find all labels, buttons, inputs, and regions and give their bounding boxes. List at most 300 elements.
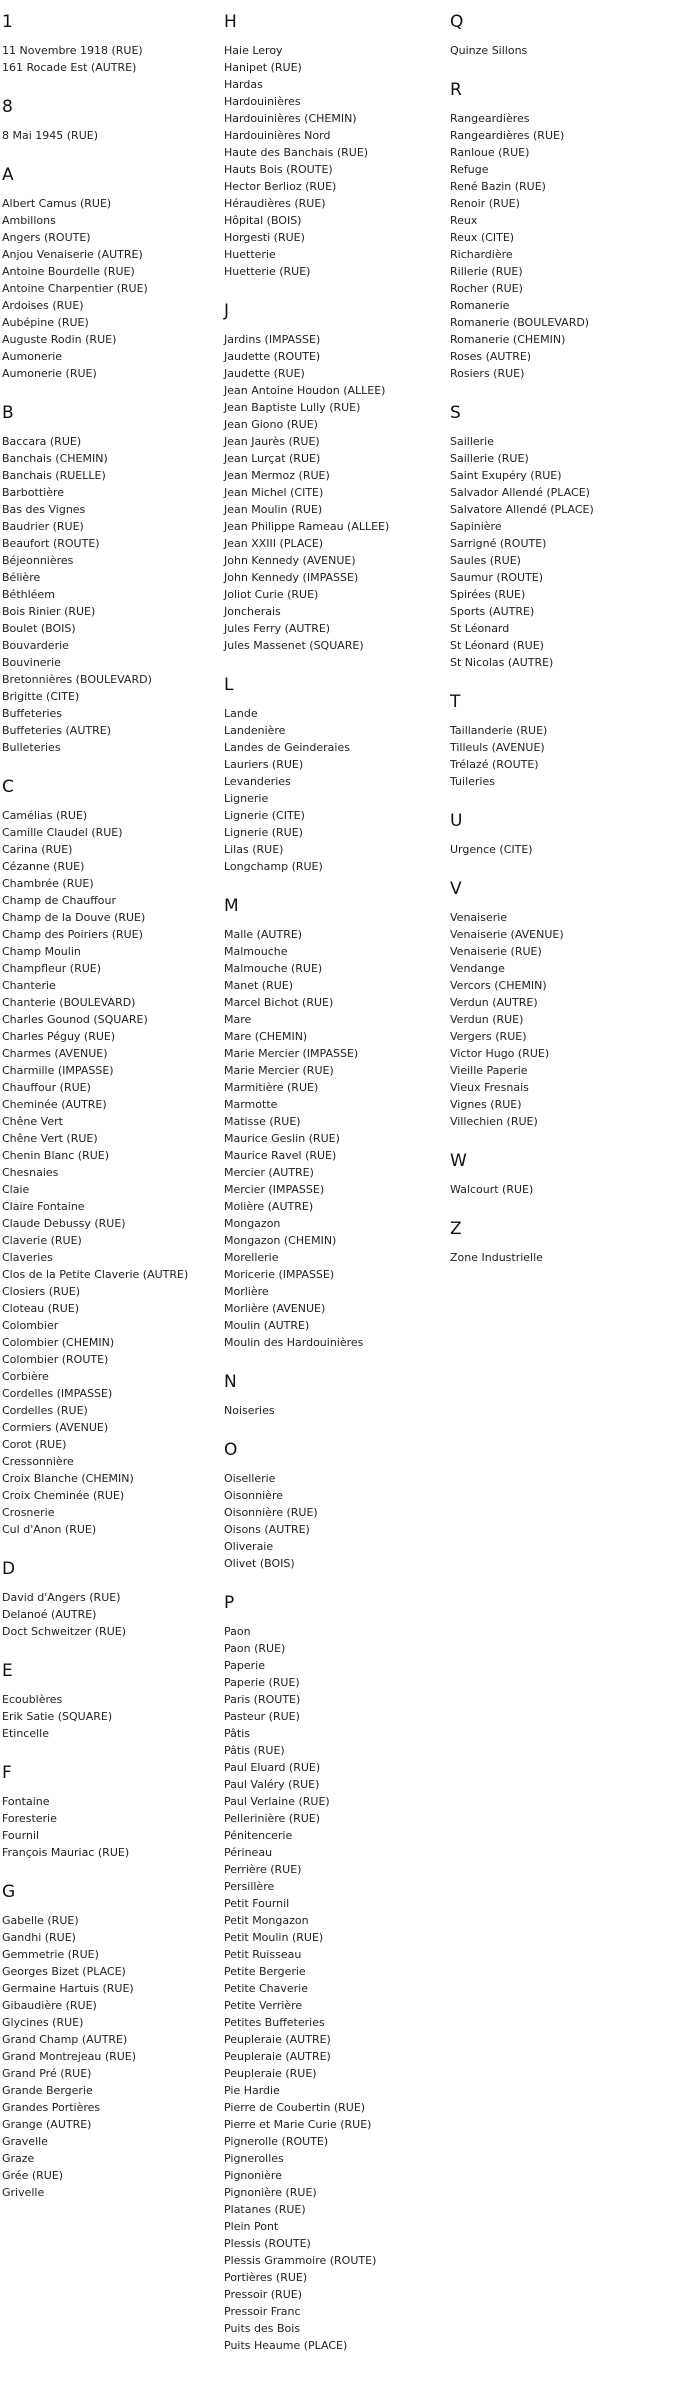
street-name: Romanerie (CHEMIN) — [450, 333, 566, 346]
letter-group — [224, 896, 439, 1351]
street-name: Tilleuls (AVENUE) — [450, 741, 545, 754]
street-name: Paon — [224, 1625, 251, 1638]
street-name: Ranloue (RUE) — [450, 146, 530, 159]
letter-group — [224, 301, 439, 654]
street-name: Héraudières (RUE) — [224, 197, 326, 210]
letter-group — [450, 811, 665, 858]
street-index-column-2 — [224, 12, 439, 2375]
street-name: Joliot Curie (RUE) — [224, 588, 319, 601]
street-name: Jean Philippe Rameau (ALLEE) — [224, 520, 390, 533]
street-name: Moulin des Hardouinières — [224, 1336, 364, 1349]
street-name: Saules (RUE) — [450, 554, 521, 567]
street-name: Chanterie — [2, 979, 56, 992]
street-name: Vieille Paperie — [450, 1064, 528, 1077]
street-name: Jules Ferry (AUTRE) — [224, 622, 331, 635]
street-name: Romanerie (BOULEVARD) — [450, 316, 590, 329]
street-name: Rocher (RUE) — [450, 282, 523, 295]
street-list — [450, 909, 665, 1130]
letter-group — [224, 675, 439, 875]
street-name: Pierre de Coubertin (RUE) — [224, 2101, 366, 2114]
street-name: Pierre et Marie Curie (RUE) — [224, 2118, 372, 2131]
street-name: Petit Mongazon — [224, 1914, 309, 1927]
street-name: Jean Moulin (RUE) — [224, 503, 323, 516]
street-name: Aumonerie — [2, 350, 63, 363]
street-name: Paul Verlaine (RUE) — [224, 1795, 330, 1808]
street-name: Jean Giono (RUE) — [224, 418, 318, 431]
street-list — [224, 1402, 439, 1419]
street-name: Mongazon — [224, 1217, 281, 1230]
street-name: Saint Exupéry (RUE) — [450, 469, 562, 482]
street-name: Marie Mercier (IMPASSE) — [224, 1047, 359, 1060]
street-name: Bois Rinier (RUE) — [2, 605, 96, 618]
street-name: Hauts Bois (ROUTE) — [224, 163, 333, 176]
street-name: Gandhi (RUE) — [2, 1931, 76, 1944]
street-name: Paon (RUE) — [224, 1642, 286, 1655]
street-name: Haute des Banchais (RUE) — [224, 146, 369, 159]
street-name: Sports (AUTRE) — [450, 605, 535, 618]
street-name: Oisons (AUTRE) — [224, 1523, 310, 1536]
street-name: Baccara (RUE) — [2, 435, 82, 448]
street-name: Ambillons — [2, 214, 56, 227]
street-name: Pignonière (RUE) — [224, 2186, 317, 2199]
street-name: Grange (AUTRE) — [2, 2118, 92, 2131]
street-list — [450, 1249, 665, 1266]
street-list — [2, 1912, 217, 2201]
street-name: St Léonard (RUE) — [450, 639, 544, 652]
street-name: Chesnaies — [2, 1166, 59, 1179]
street-name: Salvatore Allendé (PLACE) — [450, 503, 594, 516]
street-name: Oliveraie — [224, 1540, 274, 1553]
street-name: Hector Berlioz (RUE) — [224, 180, 337, 193]
street-name: Claude Debussy (RUE) — [2, 1217, 126, 1230]
section-letter-heading: Z — [450, 1219, 462, 1239]
street-name: Malmouche — [224, 945, 288, 958]
street-name: Champ Moulin — [2, 945, 81, 958]
street-name: Sarrigné (ROUTE) — [450, 537, 547, 550]
street-list — [450, 1181, 665, 1198]
street-name: Fontaine — [2, 1795, 50, 1808]
street-name: St Léonard — [450, 622, 510, 635]
street-name: Oisonnière (RUE) — [224, 1506, 318, 1519]
street-name: Villechien (RUE) — [450, 1115, 538, 1128]
street-name: Jean Mermoz (RUE) — [224, 469, 330, 482]
street-name: Vergers (RUE) — [450, 1030, 527, 1043]
street-name: Boulet (BOIS) — [2, 622, 76, 635]
letter-group — [2, 1882, 217, 2201]
street-name: Pignerolle (ROUTE) — [224, 2135, 329, 2148]
street-name: Pâtis — [224, 1727, 250, 1740]
letter-group — [450, 879, 665, 1130]
street-name: Périneau — [224, 1846, 273, 1859]
street-name: Charles Péguy (RUE) — [2, 1030, 116, 1043]
street-name: Ardoises (RUE) — [2, 299, 84, 312]
street-name: Jaudette (ROUTE) — [224, 350, 321, 363]
street-name: 11 Novembre 1918 (RUE) — [2, 44, 143, 57]
street-name: Victor Hugo (RUE) — [450, 1047, 550, 1060]
street-name: Trélazé (ROUTE) — [450, 758, 539, 771]
street-name: Champfleur (RUE) — [2, 962, 102, 975]
street-name: Georges Bizet (PLACE) — [2, 1965, 126, 1978]
street-name: Refuge — [450, 163, 489, 176]
section-letter-heading: B — [2, 403, 14, 423]
street-name: Cordelles (IMPASSE) — [2, 1387, 113, 1400]
street-name: Grand Champ (AUTRE) — [2, 2033, 128, 2046]
street-name: Grande Bergerie — [2, 2084, 93, 2097]
street-name: Cressonnière — [2, 1455, 74, 1468]
street-name: Jean Lurçat (RUE) — [224, 452, 321, 465]
street-name: Charmes (AVENUE) — [2, 1047, 108, 1060]
street-name: Bretonnières (BOULEVARD) — [2, 673, 152, 686]
street-name: Gravelle — [2, 2135, 48, 2148]
street-name: Saillerie (RUE) — [450, 452, 529, 465]
street-name: Grée (RUE) — [2, 2169, 64, 2182]
street-list — [224, 331, 439, 654]
street-name: Marie Mercier (RUE) — [224, 1064, 334, 1077]
street-name: Platanes (RUE) — [224, 2203, 306, 2216]
street-name: Etincelle — [2, 1727, 49, 1740]
letter-group — [2, 97, 217, 144]
street-name: Jean Baptiste Lully (RUE) — [224, 401, 361, 414]
section-letter-heading: J — [224, 301, 230, 321]
street-list — [224, 1470, 439, 1572]
street-name: Marcel Bichot (RUE) — [224, 996, 334, 1009]
street-name: Huetterie — [224, 248, 276, 261]
street-name: Olivet (BOIS) — [224, 1557, 295, 1570]
street-name: 161 Rocade Est (AUTRE) — [2, 61, 137, 74]
street-name: Beaufort (ROUTE) — [2, 537, 100, 550]
street-name: Banchais (CHEMIN) — [2, 452, 108, 465]
street-name: Peupleraie (AUTRE) — [224, 2050, 331, 2063]
street-name: Cézanne (RUE) — [2, 860, 85, 873]
letter-group — [450, 403, 665, 671]
street-name: Paperie (RUE) — [224, 1676, 300, 1689]
letter-group — [450, 1219, 665, 1266]
street-name: Jean Michel (CITE) — [224, 486, 324, 499]
street-list — [2, 1793, 217, 1861]
letter-group — [2, 403, 217, 756]
street-name: Fournil — [2, 1829, 40, 1842]
street-name: Levanderies — [224, 775, 291, 788]
street-name: Closiers (RUE) — [2, 1285, 80, 1298]
street-name: Bouvinerie — [2, 656, 61, 669]
street-name: Lilas (RUE) — [224, 843, 284, 856]
street-name: Gemmetrie (RUE) — [2, 1948, 99, 1961]
street-list — [2, 42, 217, 76]
street-name: Vendange — [450, 962, 505, 975]
street-name: Pignonière — [224, 2169, 282, 2182]
street-list — [224, 926, 439, 1351]
street-name: Reux (CITE) — [450, 231, 515, 244]
letter-group — [224, 1593, 439, 2354]
street-name: Cloteau (RUE) — [2, 1302, 79, 1315]
street-name: Petit Ruisseau — [224, 1948, 302, 1961]
street-name: Plessis (ROUTE) — [224, 2237, 311, 2250]
street-name: Pâtis (RUE) — [224, 1744, 285, 1757]
street-name: Gabelle (RUE) — [2, 1914, 79, 1927]
street-name: Lignerie (RUE) — [224, 826, 303, 839]
street-name: Venaiserie — [450, 911, 508, 924]
street-name: Pie Hardie — [224, 2084, 280, 2097]
street-name: Chauffour (RUE) — [2, 1081, 91, 1094]
street-name: Oisonnière — [224, 1489, 283, 1502]
street-name: Persillère — [224, 1880, 275, 1893]
street-name: Richardière — [450, 248, 513, 261]
street-name: Béjeonnières — [2, 554, 74, 567]
street-name: Urgence (CITE) — [450, 843, 533, 856]
section-letter-heading: N — [224, 1372, 237, 1392]
street-name: Petit Fournil — [224, 1897, 290, 1910]
street-name: Salvador Allendé (PLACE) — [450, 486, 590, 499]
street-name: Paris (ROUTE) — [224, 1693, 301, 1706]
street-name: Pasteur (RUE) — [224, 1710, 300, 1723]
street-name: Claire Fontaine — [2, 1200, 85, 1213]
street-name: Mare (CHEMIN) — [224, 1030, 308, 1043]
street-list — [224, 705, 439, 875]
street-name: Claveries — [2, 1251, 53, 1264]
street-name: John Kennedy (AVENUE) — [224, 554, 356, 567]
street-name: Marmitière (RUE) — [224, 1081, 319, 1094]
street-name: Angers (ROUTE) — [2, 231, 91, 244]
street-name: Colombier (ROUTE) — [2, 1353, 109, 1366]
street-name: Erik Satie (SQUARE) — [2, 1710, 113, 1723]
street-name: Joncherais — [224, 605, 281, 618]
street-name: Paperie — [224, 1659, 265, 1672]
street-index-column-3 — [450, 12, 665, 1287]
street-name: Cordelles (RUE) — [2, 1404, 88, 1417]
letter-group — [2, 12, 217, 76]
section-letter-heading: 1 — [2, 12, 13, 32]
section-letter-heading: R — [450, 80, 462, 100]
street-name: François Mauriac (RUE) — [2, 1846, 130, 1859]
street-name: Molière (AUTRE) — [224, 1200, 314, 1213]
street-list — [2, 1691, 217, 1742]
street-name: Saumur (ROUTE) — [450, 571, 544, 584]
section-letter-heading: A — [2, 165, 14, 185]
section-letter-heading: G — [2, 1882, 16, 1902]
street-name: Béthléem — [2, 588, 55, 601]
street-name: Cormiers (AVENUE) — [2, 1421, 109, 1434]
street-name: Vignes (RUE) — [450, 1098, 522, 1111]
street-name: Corot (RUE) — [2, 1438, 67, 1451]
street-name: Peupleraie (RUE) — [224, 2067, 317, 2080]
street-name: Hardouinières (CHEMIN) — [224, 112, 357, 125]
street-name: Longchamp (RUE) — [224, 860, 323, 873]
street-name: Puits des Bois — [224, 2322, 301, 2335]
letter-group — [2, 1559, 217, 1640]
street-name: Mongazon (CHEMIN) — [224, 1234, 337, 1247]
street-name: Spirées (RUE) — [450, 588, 526, 601]
street-name: Banchais (RUELLE) — [2, 469, 106, 482]
street-name: Pignerolles — [224, 2152, 284, 2165]
street-name: Walcourt (RUE) — [450, 1183, 534, 1196]
section-letter-heading: L — [224, 675, 234, 695]
street-name: Noiseries — [224, 1404, 275, 1417]
street-name: Pellerinière (RUE) — [224, 1812, 321, 1825]
street-name: Moulin (AUTRE) — [224, 1319, 310, 1332]
street-name: Chenin Blanc (RUE) — [2, 1149, 110, 1162]
street-name: Quinze Sillons — [450, 44, 528, 57]
street-name: Grivelle — [2, 2186, 45, 2199]
street-name: Zone Industrielle — [450, 1251, 543, 1264]
section-letter-heading: C — [2, 777, 14, 797]
section-letter-heading: V — [450, 879, 462, 899]
street-name: Camélias (RUE) — [2, 809, 88, 822]
street-name: Croix Cheminée (RUE) — [2, 1489, 125, 1502]
street-name: 8 Mai 1945 (RUE) — [2, 129, 98, 142]
section-letter-heading: U — [450, 811, 463, 831]
letter-group — [450, 80, 665, 382]
street-name: Brigitte (CITE) — [2, 690, 80, 703]
letter-group — [450, 12, 665, 59]
street-name: Chêne Vert (RUE) — [2, 1132, 98, 1145]
street-name: Bas des Vignes — [2, 503, 86, 516]
street-name: Bélière — [2, 571, 41, 584]
street-name: Morlière (AVENUE) — [224, 1302, 326, 1315]
street-name: Foresterie — [2, 1812, 57, 1825]
street-name: Plessis Grammoire (ROUTE) — [224, 2254, 377, 2267]
street-name: St Nicolas (AUTRE) — [450, 656, 554, 669]
section-letter-heading: 8 — [2, 97, 13, 117]
street-name: Albert Camus (RUE) — [2, 197, 112, 210]
street-name: Mare — [224, 1013, 252, 1026]
street-name: Morlière — [224, 1285, 269, 1298]
street-list — [450, 42, 665, 59]
street-name: Manet (RUE) — [224, 979, 294, 992]
street-name: Venaiserie (RUE) — [450, 945, 542, 958]
street-name: Croix Blanche (CHEMIN) — [2, 1472, 134, 1485]
street-name: Portières (RUE) — [224, 2271, 308, 2284]
street-index-column-1 — [2, 12, 217, 2222]
street-name: Claie — [2, 1183, 30, 1196]
street-name: Jean Jaurès (RUE) — [224, 435, 320, 448]
section-letter-heading: M — [224, 896, 239, 916]
street-name: Mercier (IMPASSE) — [224, 1183, 325, 1196]
street-name: Lande — [224, 707, 258, 720]
street-name: Maurice Geslin (RUE) — [224, 1132, 340, 1145]
street-name: Cul d'Anon (RUE) — [2, 1523, 97, 1536]
section-letter-heading: S — [450, 403, 461, 423]
street-list — [2, 127, 217, 144]
letter-group — [2, 777, 217, 1538]
street-name: Chanterie (BOULEVARD) — [2, 996, 136, 1009]
street-name: Baudrier (RUE) — [2, 520, 84, 533]
street-name: Matisse (RUE) — [224, 1115, 301, 1128]
street-name: Rangeardières — [450, 112, 530, 125]
street-name: Hanipet (RUE) — [224, 61, 302, 74]
street-name: Morellerie — [224, 1251, 279, 1264]
street-name: Paul Valéry (RUE) — [224, 1778, 320, 1791]
street-name: Mercier (AUTRE) — [224, 1166, 314, 1179]
street-name: Romanerie — [450, 299, 510, 312]
street-name: Cheminée (AUTRE) — [2, 1098, 107, 1111]
street-name: Buffeteries — [2, 707, 63, 720]
street-list — [450, 841, 665, 858]
street-name: Vercors (CHEMIN) — [450, 979, 547, 992]
street-name: Hardas — [224, 78, 263, 91]
street-name: Anjou Venaiserie (AUTRE) — [2, 248, 143, 261]
section-letter-heading: Q — [450, 12, 464, 32]
section-letter-heading: F — [2, 1763, 12, 1783]
letter-group — [450, 1151, 665, 1198]
street-name: Verdun (AUTRE) — [450, 996, 538, 1009]
street-name: Aumonerie (RUE) — [2, 367, 97, 380]
letter-group — [2, 1661, 217, 1742]
street-name: Taillanderie (RUE) — [450, 724, 548, 737]
street-name: Jardins (IMPASSE) — [224, 333, 321, 346]
street-name: Malle (AUTRE) — [224, 928, 303, 941]
street-name: Huetterie (RUE) — [224, 265, 311, 278]
street-list — [2, 1589, 217, 1640]
street-name: Charles Gounod (SQUARE) — [2, 1013, 148, 1026]
street-name: Petite Chaverie — [224, 1982, 308, 1995]
street-name: Graze — [2, 2152, 35, 2165]
street-name: Pressoir (RUE) — [224, 2288, 302, 2301]
street-name: Hardouinières Nord — [224, 129, 331, 142]
street-name: Delanoé (AUTRE) — [2, 1608, 97, 1621]
street-list — [224, 42, 439, 280]
street-name: Champ de la Douve (RUE) — [2, 911, 146, 924]
street-name: René Bazin (RUE) — [450, 180, 546, 193]
street-list — [224, 1623, 439, 2354]
street-name: Barbottière — [2, 486, 65, 499]
section-letter-heading: E — [2, 1661, 13, 1681]
street-name: Gibaudière (RUE) — [2, 1999, 97, 2012]
street-name: Horgesti (RUE) — [224, 231, 305, 244]
street-list — [2, 433, 217, 756]
street-name: Champ des Poiriers (RUE) — [2, 928, 143, 941]
street-name: Ecoublères — [2, 1693, 63, 1706]
street-name: Oisellerie — [224, 1472, 276, 1485]
street-name: Jean XXIII (PLACE) — [224, 537, 324, 550]
street-name: Claverie (RUE) — [2, 1234, 82, 1247]
street-name: Petit Moulin (RUE) — [224, 1931, 324, 1944]
street-name: Venaiserie (AVENUE) — [450, 928, 564, 941]
street-name: Aubépine (RUE) — [2, 316, 89, 329]
street-name: Petite Bergerie — [224, 1965, 306, 1978]
street-name: Puits Heaume (PLACE) — [224, 2339, 348, 2352]
street-list — [2, 807, 217, 1538]
street-name: Moricerie (IMPASSE) — [224, 1268, 335, 1281]
street-name: Tuileries — [450, 775, 495, 788]
street-name: Perrière (RUE) — [224, 1863, 302, 1876]
letter-group — [2, 165, 217, 382]
street-name: Malmouche (RUE) — [224, 962, 323, 975]
street-name: Buffeteries (AUTRE) — [2, 724, 111, 737]
street-name: Marmotte — [224, 1098, 278, 1111]
street-name: Hôpital (BOIS) — [224, 214, 302, 227]
section-letter-heading: H — [224, 12, 237, 32]
street-name: Roses (AUTRE) — [450, 350, 532, 363]
street-name: Landenière — [224, 724, 286, 737]
street-name: Champ de Chauffour — [2, 894, 117, 907]
street-name: Clos de la Petite Claverie (AUTRE) — [2, 1268, 189, 1281]
street-name: Carina (RUE) — [2, 843, 73, 856]
street-name: Chambrée (RUE) — [2, 877, 94, 890]
street-name: Antoine Charpentier (RUE) — [2, 282, 148, 295]
street-name: Pénitencerie — [224, 1829, 293, 1842]
street-name: Sapinière — [450, 520, 502, 533]
street-name: Chêne Vert — [2, 1115, 63, 1128]
street-name: Bulleteries — [2, 741, 61, 754]
street-name: Grandes Portières — [2, 2101, 101, 2114]
street-name: Verdun (RUE) — [450, 1013, 524, 1026]
street-name: Rosiers (RUE) — [450, 367, 525, 380]
street-name: Rangeardières (RUE) — [450, 129, 565, 142]
street-name: Jaudette (RUE) — [224, 367, 305, 380]
street-name: Lignerie (CITE) — [224, 809, 305, 822]
street-name: Camille Claudel (RUE) — [2, 826, 123, 839]
street-name: Grand Montrejeau (RUE) — [2, 2050, 137, 2063]
